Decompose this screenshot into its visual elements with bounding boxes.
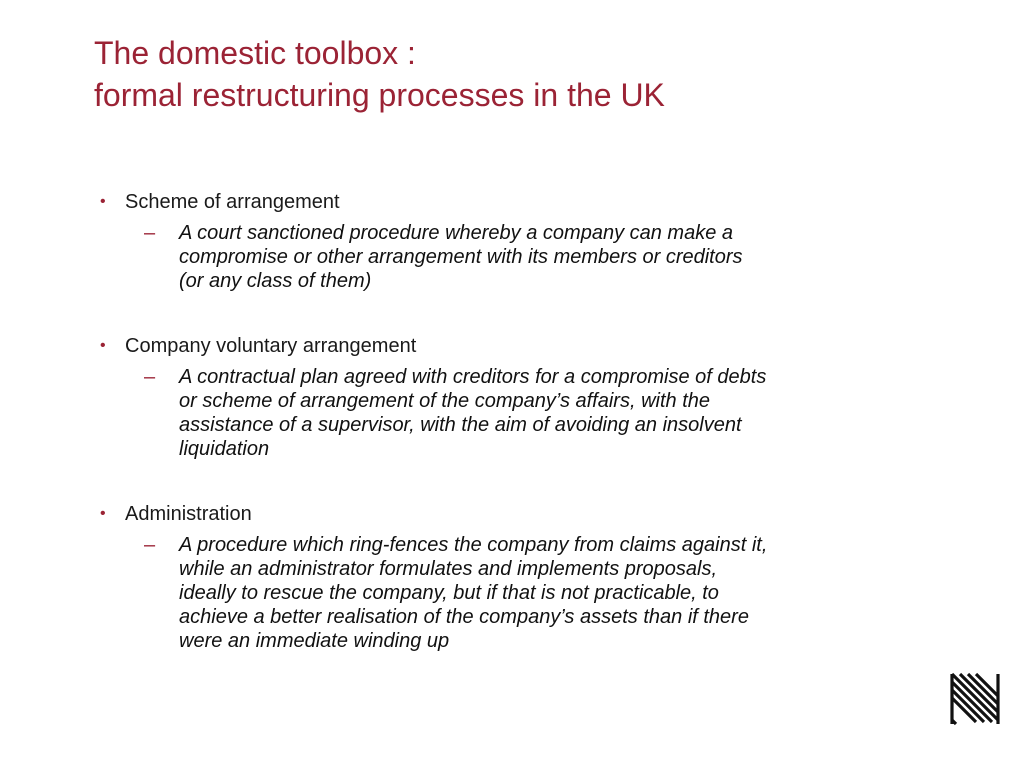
desc-line: or scheme of arrangement of the company’s affairs, with the — [179, 390, 711, 412]
bullet-icon: • — [100, 193, 106, 210]
desc-line: compromise or other arrangement with its members or creditors — [179, 246, 743, 268]
desc-line: assistance of a supervisor, with the aim of avoiding an insolvent — [179, 414, 742, 436]
desc-line: achieve a better realisation of the company’s assets than if there — [179, 606, 749, 628]
bullet-item-cva — [100, 333, 960, 359]
desc-line: ideally to rescue the company, but if that is not practicable, to — [179, 582, 719, 604]
desc-line: A court sanctioned procedure whereby a company can make a — [179, 222, 734, 244]
bullet-item-administration — [100, 501, 960, 527]
desc-line: liquidation — [179, 438, 270, 460]
desc-line: were an immediate winding up — [179, 630, 450, 652]
bullet-item-scheme — [100, 189, 960, 215]
dash-icon: – — [144, 534, 156, 556]
bullet-icon: • — [100, 505, 106, 522]
desc-line: (or any class of them) — [179, 270, 372, 292]
desc-line: while an administrator formulates and implements proposals, — [179, 558, 718, 580]
sub-item-cva — [100, 365, 960, 461]
slide-content — [100, 189, 960, 693]
dash-icon: – — [144, 366, 156, 388]
title-line-2: formal restructuring processes in the UK — [94, 77, 665, 113]
bullet-heading: Company voluntary arrangement — [125, 335, 417, 357]
bullet-icon: • — [100, 337, 106, 354]
bullet-heading: Scheme of arrangement — [125, 191, 340, 213]
stripes-logo-icon — [948, 672, 1002, 726]
desc-line: A procedure which ring-fences the company from claims against it, — [179, 534, 768, 556]
title-line-1: The domestic toolbox : — [94, 35, 416, 71]
slide-title — [94, 32, 665, 116]
bullet-heading: Administration — [125, 503, 252, 525]
desc-line: A contractual plan agreed with creditors for a compromise of debts — [179, 366, 767, 388]
sub-item-scheme — [100, 221, 960, 293]
dash-icon: – — [144, 222, 156, 244]
sub-item-administration — [100, 533, 960, 653]
